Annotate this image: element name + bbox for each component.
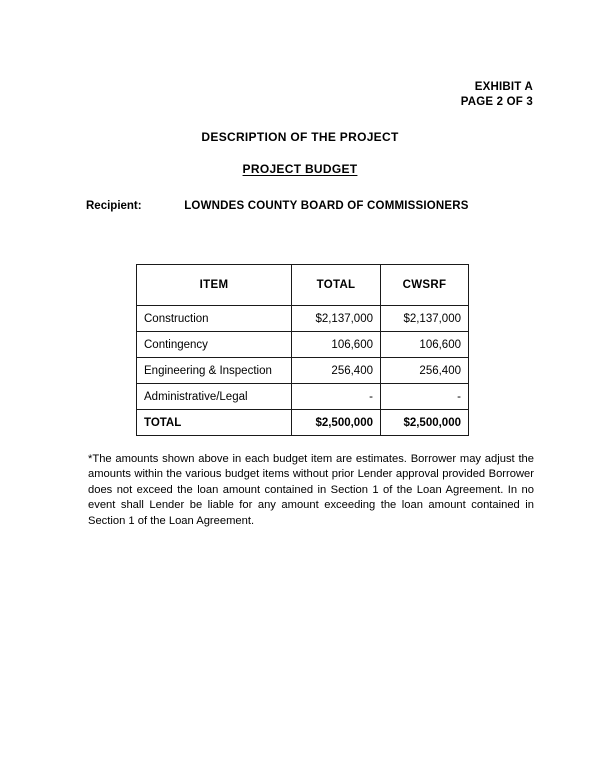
table-total-row <box>137 410 469 436</box>
budget-footnote: *The amounts shown above in each budget item are estimates. Borrower may adjust the amounts within the various budget items without prior Lender approval provided Borrower does not exceed the loan amount contained in Section 1 of the Loan Agreement. In no event shall Lender be liable for any amount exceeding the loan amount contained in Section 1 of the Loan Agreement. <box>88 453 534 527</box>
page-number-label: PAGE 2 OF 3 <box>460 96 533 108</box>
page-subtitle <box>0 162 600 176</box>
cell-cwsrf: 106,600 <box>381 332 469 358</box>
cell-total: 106,600 <box>292 332 381 358</box>
cell-cwsrf: $2,137,000 <box>381 306 469 332</box>
column-header-cwsrf: CWSRF <box>381 265 469 306</box>
table-header-row <box>137 265 469 306</box>
cell-total-sum: $2,500,000 <box>292 410 381 436</box>
budget-table-container <box>136 264 468 436</box>
cell-total: $2,137,000 <box>292 306 381 332</box>
recipient-value: LOWNDES COUNTY BOARD OF COMMISSIONERS <box>184 200 469 212</box>
cell-total: - <box>292 384 381 410</box>
page-subtitle-text: PROJECT BUDGET <box>242 162 358 176</box>
page-title: DESCRIPTION OF THE PROJECT <box>201 130 399 144</box>
cell-item: Administrative/Legal <box>137 384 292 410</box>
cell-item: Engineering & Inspection <box>137 358 292 384</box>
table-row <box>137 358 469 384</box>
budget-table <box>136 264 469 436</box>
cell-item: Contingency <box>137 332 292 358</box>
cell-cwsrf: - <box>381 384 469 410</box>
table-row <box>137 306 469 332</box>
recipient-label: Recipient: <box>86 200 142 212</box>
recipient-row <box>86 200 546 212</box>
column-header-item: ITEM <box>137 265 292 306</box>
exhibit-header <box>461 80 533 110</box>
cell-total: 256,400 <box>292 358 381 384</box>
cell-cwsrf: 256,400 <box>381 358 469 384</box>
column-header-total: TOTAL <box>292 265 381 306</box>
cell-item-total-label: TOTAL <box>137 410 292 436</box>
cell-item: Construction <box>137 306 292 332</box>
table-row <box>137 384 469 410</box>
table-row <box>137 332 469 358</box>
exhibit-label: EXHIBIT A <box>474 81 533 93</box>
cell-cwsrf-sum: $2,500,000 <box>381 410 469 436</box>
